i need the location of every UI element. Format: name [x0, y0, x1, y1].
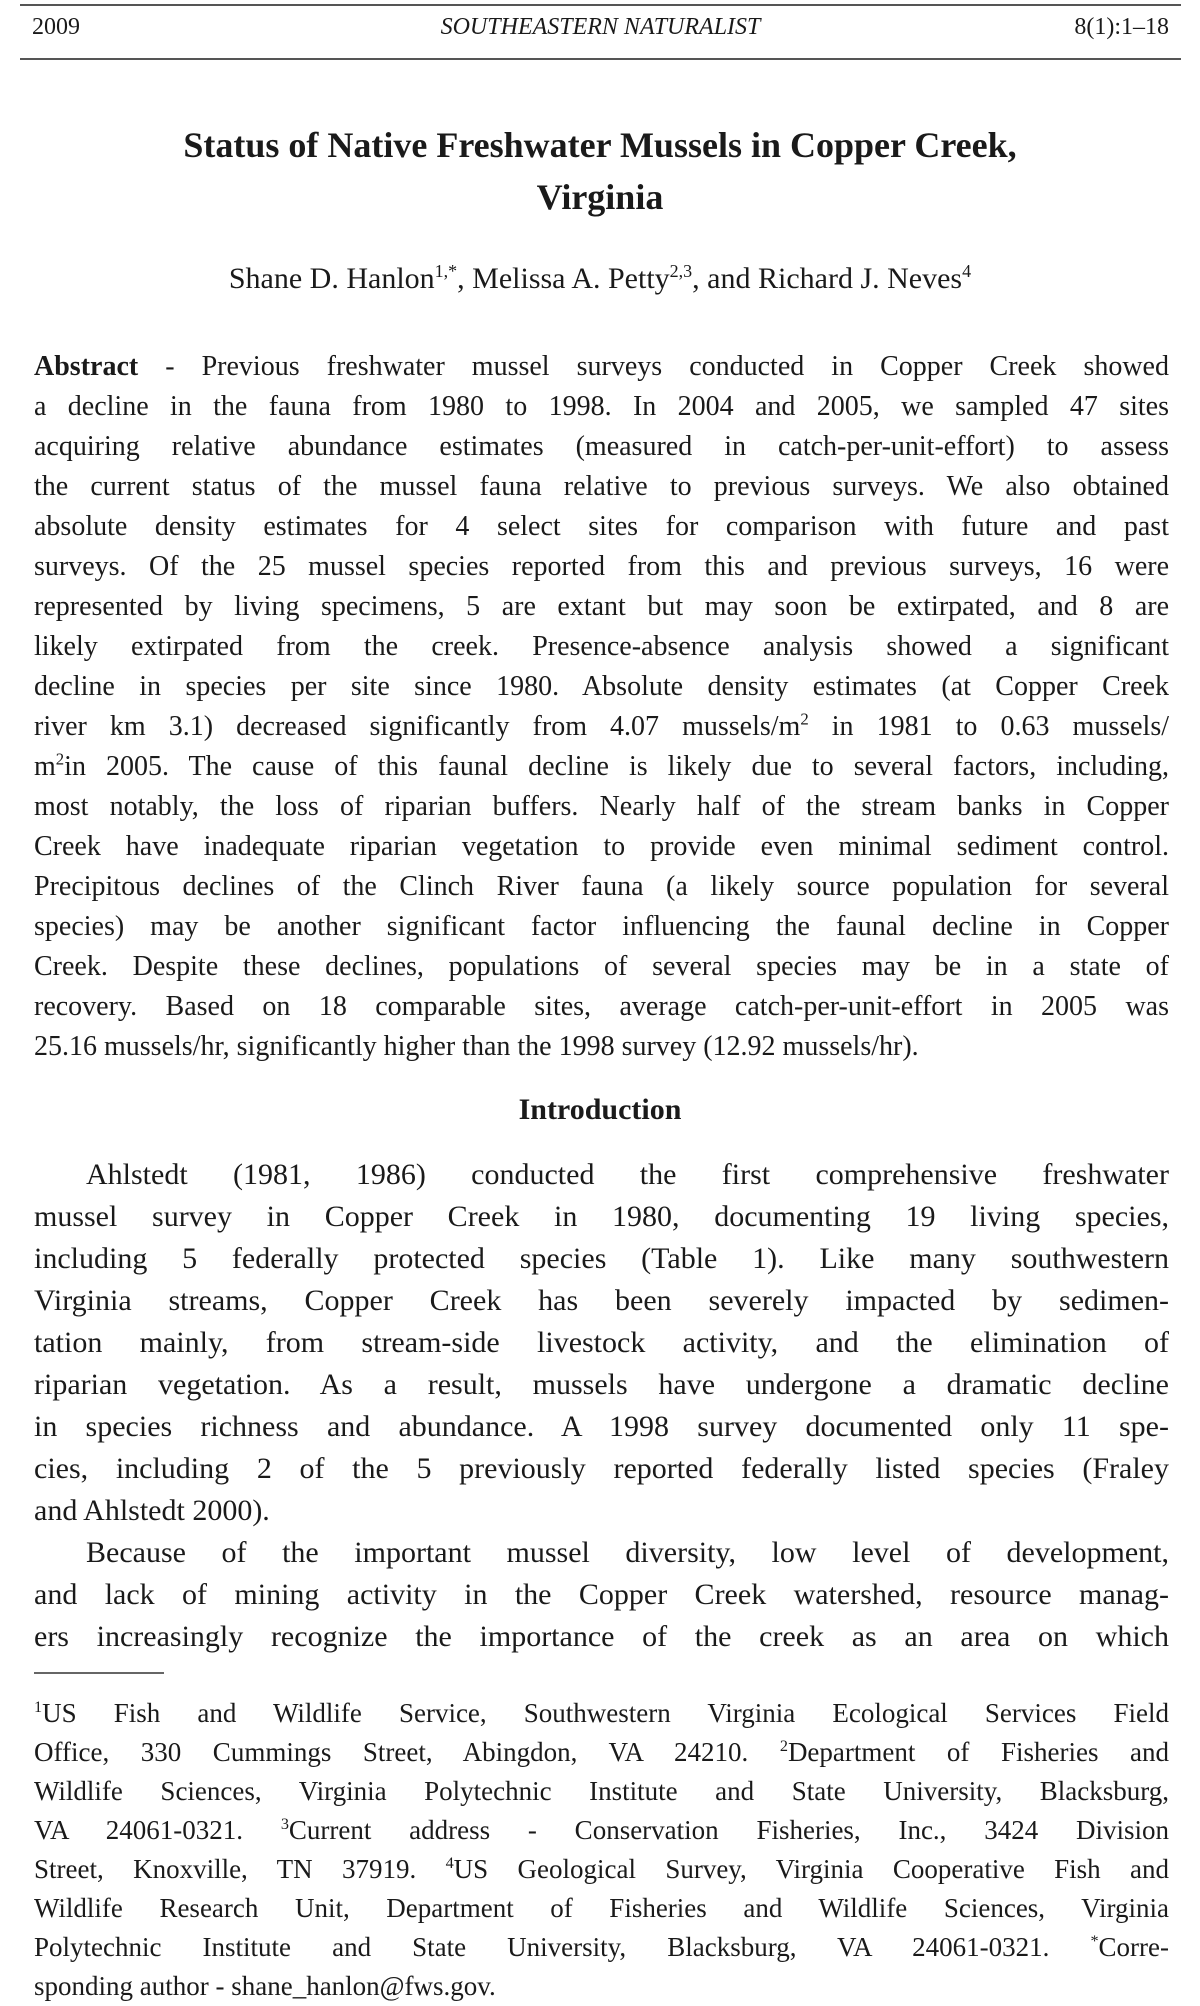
journal-name: SOUTHEASTERN NATURALIST [440, 14, 761, 40]
body-line: and Ahlstedt 2000). [34, 1494, 270, 1527]
article-title-line-2: Virginia [536, 177, 664, 217]
abstract-line: recovery. Based on 18 comparable sites, average catch-per-unit-effort in 2005 was [34, 991, 1169, 1022]
article-title-line-1: Status of Native Freshwater Mussels in Copper Creek, [183, 125, 1017, 165]
footnote-line: $^1$US Fish and Wildlife Service, Southwestern Virginia Ecological Services Field [34, 1698, 1169, 1728]
body-line: tation mainly, from stream-side livestock activity, and the elimination of [34, 1326, 1169, 1359]
body-line: and lack of mining activity in the Copper Creek watershed, resource manag- [34, 1578, 1169, 1611]
abstract-line: decline in species per site since 1980. Absolute density estimates (at Copper Creek [34, 671, 1169, 702]
body-line: riparian vegetation. As a result, mussels have undergone a dramatic decline [34, 1368, 1169, 1401]
body-line: Ahlstedt (1981, 1986) conducted the first comprehensive freshwater [86, 1158, 1169, 1191]
footnote-line: Polytechnic Institute and State University, Blacksburg, VA 24061-0321. *Corre- [34, 1932, 1169, 1962]
abstract-line: a decline in the fauna from 1980 to 1998. In 2004 and 2005, we sampled 47 sites [34, 391, 1169, 422]
footnote-line: sponding author - shane_hanlon@fws.gov. [34, 1971, 496, 2001]
footnote-separator [34, 1672, 164, 1674]
author-separator: , and [692, 262, 758, 295]
body-line: in species richness and abundance. A 1998 survey documented only 11 spe- [34, 1410, 1169, 1443]
body-line: including 5 federally protected species (Table 1). Like many southwestern [34, 1242, 1169, 1275]
abstract-label: Abstract [34, 351, 139, 382]
author-name: Richard J. Neves [758, 262, 963, 295]
abstract-line: Creek have inadequate riparian vegetation to provide even minimal sediment control. [34, 831, 1169, 862]
abstract-line: species) may be another significant factor influencing the faunal decline in Copper [34, 911, 1169, 942]
footnote-line: Office, 330 Cummings Street, Abingdon, VA 24210. $^2$Department of Fisheries and [34, 1737, 1169, 1767]
author-name: Melissa A. Petty [472, 262, 670, 295]
footnote-line: VA 24061-0321. $^3$Current address - Conservation Fisheries, Inc., 3424 Division [34, 1815, 1169, 1845]
abstract-line: $m^2in$ 2005. The cause of this faunal decline is likely due to several factors, including, [34, 749, 1169, 782]
author-list [0, 262, 1200, 296]
abstract-line: absolute density estimates for 4 select sites for comparison with future and past [34, 511, 1169, 542]
author-name: Shane D. Hanlon [228, 262, 435, 295]
volume-pages: 8(1):1–18 [1074, 14, 1169, 40]
abstract-line: Abstract - Previous freshwater mussel surveys conducted in Copper Creek showed [34, 351, 1169, 382]
header-rule-bottom [20, 58, 1181, 60]
author-affiliation: 1,* [434, 261, 458, 281]
footnote-line: Street, Knoxville, TN 37919. $^4$US Geological Survey, Virginia Cooperative Fish and [34, 1854, 1169, 1884]
section-heading-introduction: Introduction [518, 1093, 682, 1126]
footnote-line: Wildlife Research Unit, Department of Fisheries and Wildlife Sciences, Virginia [34, 1893, 1169, 1923]
author-affiliation: 4 [962, 261, 972, 281]
abstract-line: Creek. Despite these declines, populations of several species may be in a state of [34, 951, 1169, 982]
abstract-line: river km 3.1) decreased significantly from 4.07 mussels/$m^2$ in 1981 to 0.63 mussels/ [34, 709, 1169, 742]
abstract-line: 25.16 mussels/hr, significantly higher than the 1998 survey (12.92 mussels/hr). [34, 1031, 919, 1062]
year: 2009 [32, 14, 80, 40]
body-line: Virginia streams, Copper Creek has been severely impacted by sedimen- [34, 1284, 1169, 1317]
abstract-line: the current status of the mussel fauna relative to previous surveys. We also obtained [34, 471, 1169, 502]
abstract-line: most notably, the loss of riparian buffers. Nearly half of the stream banks in Copper [34, 791, 1169, 822]
body-line: Because of the important mussel diversity, low level of development, [86, 1536, 1169, 1569]
body-line: cies, including 2 of the 5 previously reported federally listed species (Fraley [34, 1452, 1169, 1485]
body-line: ers increasingly recognize the importance of the creek as an area on which [34, 1620, 1169, 1653]
body-line: mussel survey in Copper Creek in 1980, documenting 19 living species, [34, 1200, 1169, 1233]
abstract-line: represented by living specimens, 5 are extant but may soon be extirpated, and 8 are [34, 591, 1169, 622]
abstract-line: acquiring relative abundance estimates (measured in catch-per-unit-effort) to assess [34, 431, 1169, 462]
abstract-line: surveys. Of the 25 mussel species reported from this and previous surveys, 16 were [34, 551, 1169, 582]
footnote-line: Wildlife Sciences, Virginia Polytechnic Institute and State University, Blacksburg, [34, 1776, 1169, 1806]
header-rule-top [20, 4, 1181, 6]
author-separator: , [457, 262, 473, 295]
author-affiliation: 2,3 [669, 261, 693, 281]
running-head [20, 14, 1181, 48]
abstract-line: Precipitous declines of the Clinch River fauna (a likely source population for several [34, 871, 1169, 902]
abstract-line: likely extirpated from the creek. Presence-absence analysis showed a significant [34, 631, 1169, 662]
